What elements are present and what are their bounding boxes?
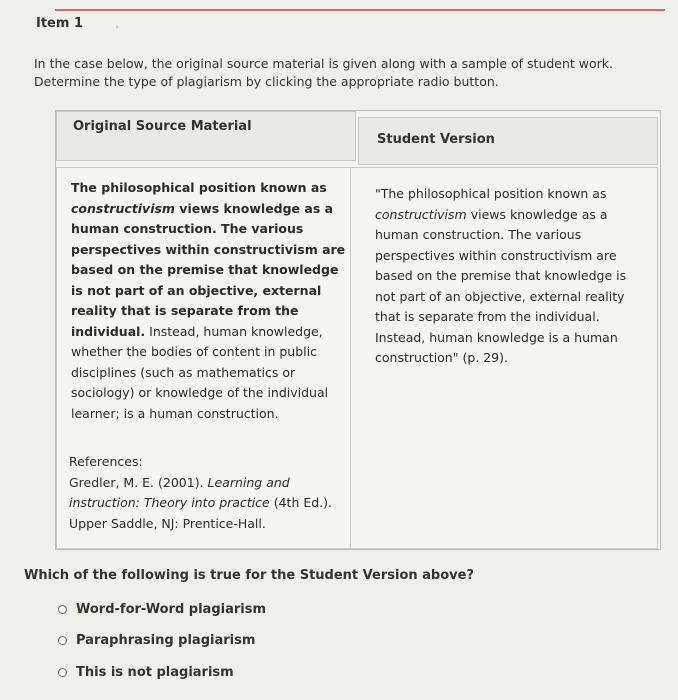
references-label: References: — [69, 454, 143, 469]
option-label: Paraphrasing plagiarism — [76, 633, 256, 648]
reference-rest: (4th Ed.). Upper Saddle, NJ: Prentice-Hall. — [69, 495, 333, 531]
student-part-1: "The philosophical position known as — [375, 186, 607, 201]
reference-author: Gredler, M. E. (2001). — [69, 474, 208, 490]
student-version-text — [375, 184, 643, 369]
reference-title: Learning and instruction: Theory into practice — [69, 474, 290, 510]
radio-button-icon[interactable] — [58, 668, 67, 677]
original-bold-2: views knowledge as a human construction. The various perspectives within constructivism are based on the premise that knowledge is not part of an objective, external reality that is separate from the individual. — [71, 200, 346, 339]
item-title: Item 1 — [36, 16, 83, 31]
option-label: This is not plagiarism — [76, 665, 234, 680]
decorative-dot — [116, 26, 118, 28]
original-bold-italic: constructivism — [71, 200, 175, 216]
header-original-source: Original Source Material — [56, 111, 356, 161]
top-divider — [55, 9, 665, 11]
option-not-plagiarism[interactable] — [58, 665, 234, 680]
student-version-cell — [350, 167, 658, 549]
option-label: Word-for-Word plagiarism — [76, 602, 266, 617]
option-paraphrasing[interactable] — [58, 633, 255, 648]
student-italic: constructivism — [375, 206, 467, 222]
option-word-for-word[interactable] — [58, 602, 266, 617]
reference-citation — [69, 473, 339, 535]
instructions-line-1: In the case below, the original source material is given along with a sample of student work. — [34, 56, 614, 71]
references — [69, 452, 339, 534]
instructions-line-2: Determine the type of plagiarism by clicking the appropriate radio button. — [34, 74, 499, 89]
radio-button-icon[interactable] — [58, 605, 67, 614]
question-text: Which of the following is true for the Student Version above? — [24, 568, 474, 583]
instructions — [34, 55, 644, 91]
original-source-text — [71, 178, 346, 424]
student-part-2: views knowledge as a human construction. The various perspectives within constructivism are based on the premise that knowledge is not part of an objective, external reality that is separate from the individual. Instead, human knowledge is a human construction" (p. 29). — [375, 206, 627, 365]
original-normal: Instead, human knowledge, whether the bodies of content in public disciplines (such as mathematics or sociology) or knowledge of the individual learner; is a human construction. — [71, 323, 329, 421]
header-student-version: Student Version — [358, 117, 658, 165]
original-bold-1: The philosophical position known as — [71, 180, 327, 195]
original-source-cell — [56, 167, 352, 549]
radio-button-icon[interactable] — [58, 636, 67, 645]
comparison-table — [55, 110, 661, 550]
